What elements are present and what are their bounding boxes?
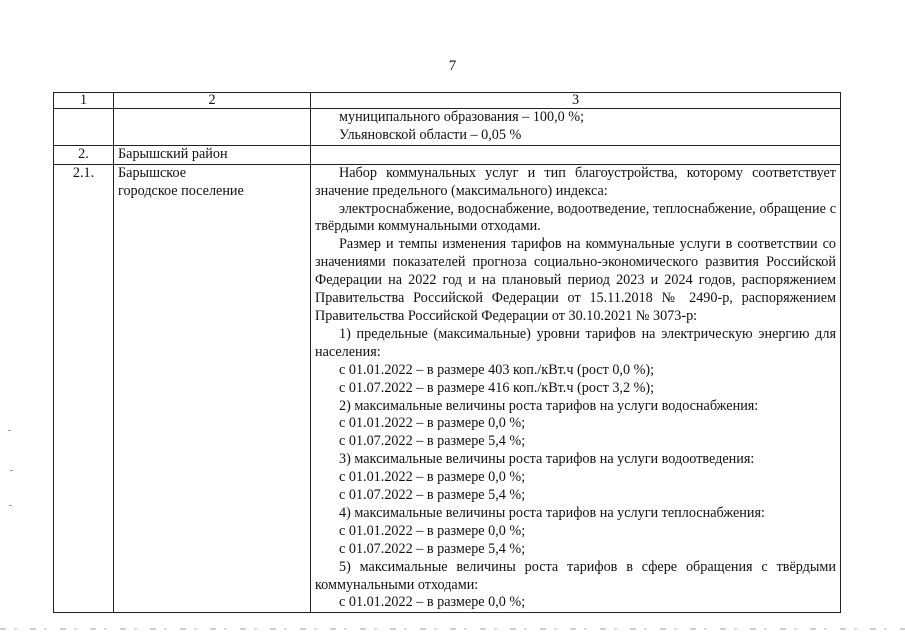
- cell-section-empty: [311, 145, 841, 164]
- tariff-table: [53, 92, 841, 613]
- scan-artifact-line: [0, 628, 905, 630]
- paragraph: с 01.07.2022 – в размере 416 коп./кВт.ч (рост 3,2 %);: [339, 379, 655, 396]
- paragraph: с 01.07.2022 – в размере 5,4 %;: [339, 487, 526, 504]
- paragraph: Размер и темпы изменения тарифов на коммунальные услуги в соответствии со значениями показателей прогноза социально-экономического развития Российской Федерации на 2022 год и на плановый период 2023 и 2024 годов, распоряжением Правительства Российской Федерации от 15.11.2018 № 2490-р, распоряжением Правительства Российской Федерации от 30.10.2021 № 3073-р:: [315, 236, 836, 324]
- paragraph: Набор коммунальных услуг и тип благоустройства, которому соответствует значение предельного (максимального) индекса:: [315, 164, 836, 199]
- paragraph: 4) максимальные величины роста тарифов на услуги теплоснабжения:: [339, 504, 765, 521]
- paragraph: с 01.07.2022 – в размере 5,4 %;: [339, 433, 526, 450]
- cell-section-name: Барышский район: [114, 145, 311, 164]
- entry-name-line: Барышское: [118, 164, 187, 181]
- table-header-row: [54, 93, 841, 109]
- table-row-entry: [54, 164, 841, 613]
- cell-text-continuation: [311, 109, 841, 146]
- text-line: муниципального образования – 100,0 %;: [339, 109, 585, 125]
- paragraph: с 01.01.2022 – в размере 403 коп./кВт.ч (рост 0,0 %);: [339, 361, 655, 378]
- page-number: 7: [448, 58, 457, 74]
- paragraph: с 01.01.2022 – в размере 0,0 %;: [339, 522, 526, 539]
- cell-section-number: 2.: [54, 145, 114, 164]
- paragraph: 3) максимальные величины роста тарифов на услуги водоотведения:: [339, 451, 755, 468]
- entry-name-line: городское поселение: [118, 182, 244, 199]
- paragraph: с 01.07.2022 – в размере 5,4 %;: [339, 540, 526, 557]
- header-col-1: 1: [54, 93, 114, 109]
- scan-artifact-dot: [10, 470, 13, 471]
- paragraph: 5) максимальные величины роста тарифов в сфере обращения с твёрдыми коммунальными отходами:: [315, 558, 836, 593]
- paragraph: электроснабжение, водоснабжение, водоотведение, теплоснабжение, обращение с твёрдыми коммунальными отходами.: [315, 200, 836, 235]
- paragraph: с 01.01.2022 – в размере 0,0 %;: [339, 415, 526, 432]
- header-col-2: 2: [114, 93, 311, 109]
- table-row-section: [54, 145, 841, 164]
- cell-entry-text: [311, 164, 841, 613]
- paragraph: 1) предельные (максимальные) уровни тарифов на электрическую энергию для населения:: [315, 325, 836, 360]
- paragraph: с 01.01.2022 – в размере 0,0 %;: [339, 469, 526, 486]
- paragraph: с 01.01.2022 – в размере 0,0 %;: [339, 594, 526, 611]
- scan-artifact-dot: [9, 505, 12, 506]
- cell-entry-name: [114, 164, 311, 613]
- table-row-continuation: [54, 109, 841, 146]
- cell-num-empty: [54, 109, 114, 146]
- paragraph: 2) максимальные величины роста тарифов на услуги водоснабжения:: [339, 397, 759, 414]
- scan-artifact-dot: [8, 430, 11, 431]
- cell-entry-number: 2.1.: [54, 164, 114, 613]
- header-col-3: 3: [311, 93, 841, 109]
- text-line: Ульяновской области – 0,05 %: [339, 126, 522, 143]
- cell-name-empty: [114, 109, 311, 146]
